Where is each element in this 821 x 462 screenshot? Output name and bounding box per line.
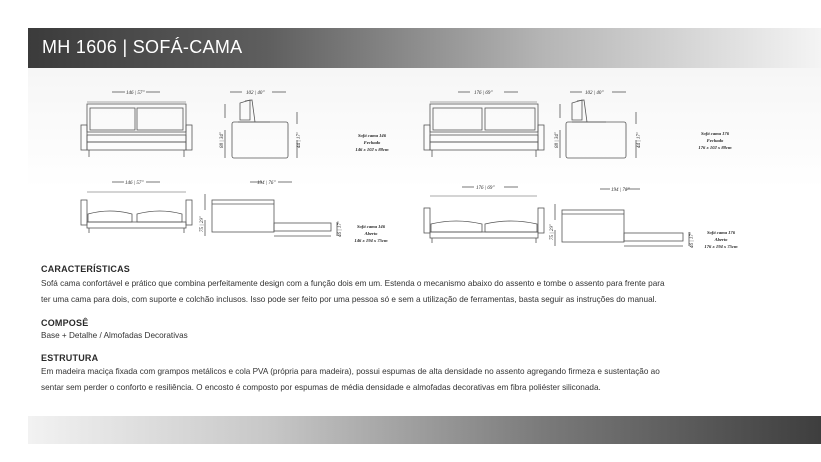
section-title-caracteristicas: CARACTERÍSTICAS — [41, 264, 131, 274]
caption-146-closed-line1: Sofá cama 146 — [357, 133, 387, 138]
caption-176-open-line1: Sofá cama 176 — [706, 230, 736, 235]
caption-176-closed-line3: 176 x 102 x 88cm — [698, 145, 732, 150]
dim-176-open-front-width: 176 | 69" — [476, 186, 495, 191]
section-title-compose: COMPOSÊ — [41, 318, 89, 328]
caption-146-closed-line2: Fechado — [363, 140, 381, 145]
estrutura-line-2: sentar sem perder o conforto e resiliência. O encosto é composto por espumas de média densidade e almofadas decorativas em fibra poliéster siliconada. — [41, 383, 601, 392]
dim-176-open-front-height: 75 | 29" — [550, 224, 555, 240]
dim-146-side-height-1: 88 | 34" — [220, 132, 225, 148]
dim-146-side-depth: 102 | 40" — [246, 91, 265, 96]
dim-176-open-side-depth: 194 | 76" — [611, 188, 630, 193]
dim-176-side-height-2: 44 | 17" — [637, 132, 642, 148]
caption-146-closed-line3: 146 x 102 x 88cm — [355, 147, 389, 152]
section-title-estrutura: ESTRUTURA — [41, 353, 99, 363]
caption-176-closed-line2: Fechado — [706, 138, 724, 143]
dim-146-open-front-height: 75 | 29" — [200, 216, 205, 232]
dim-146-open-side-height: 46 | 17" — [338, 221, 343, 237]
estrutura-line-1: Em madeira maciça fixada com grampos metálicos e cola PVA (própria para madeira), possui espumas de alta densidade no assento agregando firmeza e sustentação ao — [41, 367, 660, 376]
caption-176-closed-line1: Sofá cama 176 — [700, 131, 730, 136]
dim-146-front-width: 146 | 57" — [126, 91, 145, 96]
dim-176-open-side-height: 46 | 17" — [690, 232, 695, 248]
dim-146-side-height-2: 44 | 17" — [297, 132, 302, 148]
caption-176-open-line3: 176 x 194 x 75cm — [704, 244, 738, 249]
dim-176-side-depth: 102 | 40" — [585, 91, 604, 96]
section-estrutura — [41, 353, 781, 396]
sofa-146-closed-side-view — [225, 92, 297, 158]
dim-146-open-side-depth: 194 | 76" — [257, 181, 276, 186]
sofa-176-open-front-view — [424, 187, 544, 243]
sofa-176-open-side-view — [555, 189, 689, 246]
sofa-176-closed-side-view — [560, 92, 636, 158]
caption-146-open-line1: Sofá cama 146 — [356, 224, 386, 229]
sofa-146-open-front-view — [81, 182, 192, 233]
sofa-146-closed-front-view — [81, 92, 192, 157]
page-title: MH 1606 | SOFÁ-CAMA — [42, 37, 243, 57]
dim-176-front-width: 176 | 69" — [474, 91, 493, 96]
caption-146-open-line2: Aberto — [364, 231, 378, 236]
sofa-146-open-side-view — [205, 182, 337, 236]
caption-176-open-line2: Aberto — [714, 237, 728, 242]
caption-146-open-line3: 146 x 194 x 75cm — [354, 238, 388, 243]
section-caracteristicas — [41, 264, 781, 308]
sofa-176-closed-front-view — [424, 92, 544, 157]
dim-146-open-front-width: 146 | 57" — [125, 181, 144, 186]
caracteristicas-line-1: Sofá cama confortável e prático que combina perfeitamente design com a função dois em um. Estenda o mecanismo abaixo do assento e tombe o assento para frente para — [41, 279, 665, 288]
dim-176-side-height-1: 88 | 34" — [555, 132, 560, 148]
section-compose — [41, 318, 781, 344]
caracteristicas-line-2: ter uma cama para dois, com suporte e colchão inclusos. Isso pode ser feito por uma pessoa só e sem a utilização de ferramentas, basta seguir as instruções do manual. — [41, 295, 657, 304]
compose-line-1: Base + Detalhe / Almofadas Decorativas — [41, 331, 188, 340]
